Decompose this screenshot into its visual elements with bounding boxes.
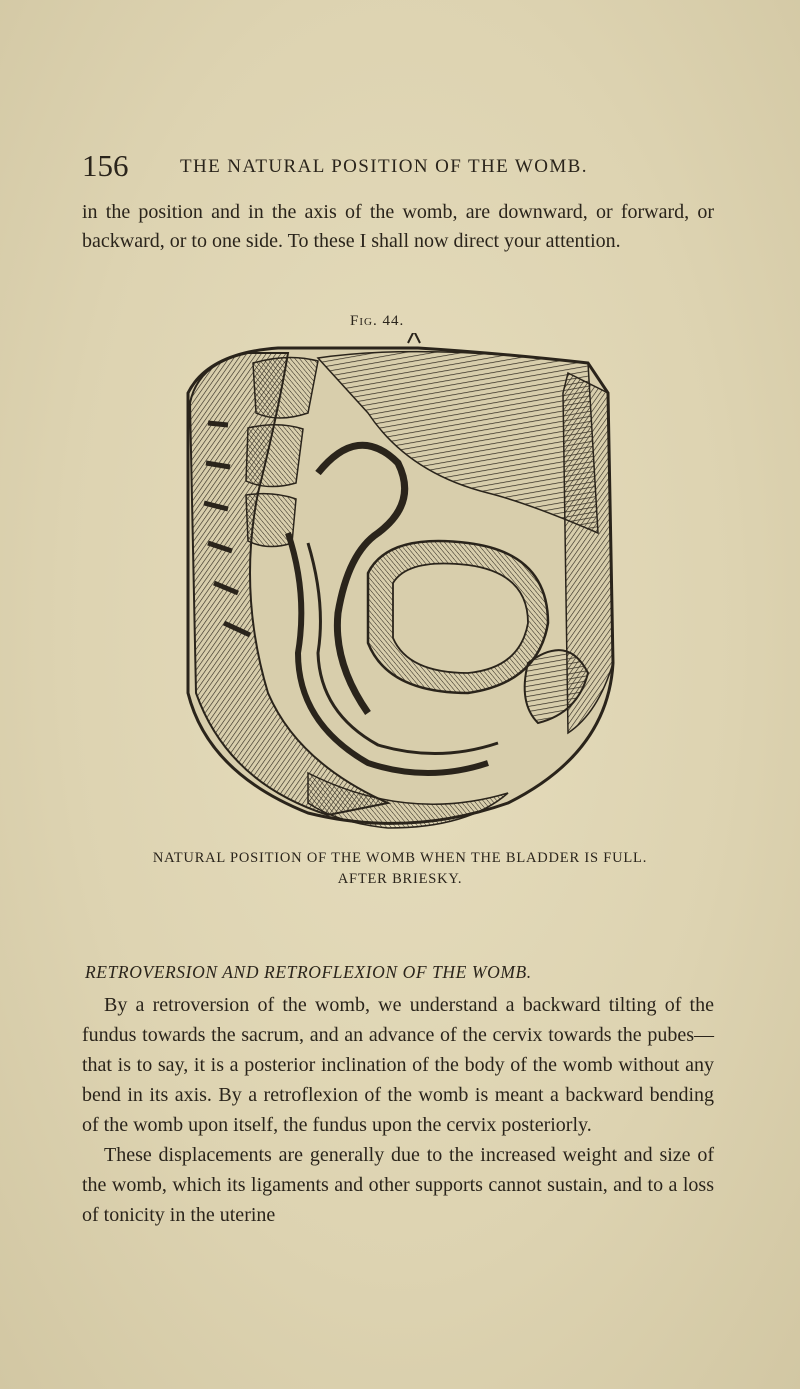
section-heading: RETROVERSION AND RETROFLEXION OF THE WOMB. (85, 962, 532, 982)
body-paragraph: By a retroversion of the womb, we understand a backward tilting of the fundus towards the sacrum, and an advance of the cervix towards the pubes—that is to say, it is a posterior inclination of the body of the womb without any bend in its axis. By a retroflexion of the womb is meant a backward bending of the womb upon itself, the fundus upon the cervix posteriorly. (82, 994, 714, 1136)
intro-paragraph: in the position and in the axis of the womb, are downward, or forward, or backward, or to one side. To these I shall now direct your attention. (82, 201, 714, 252)
anatomical-illustration (168, 333, 628, 833)
figure-caption (82, 848, 718, 890)
running-head: THE NATURAL POSITION OF THE WOMB. (180, 156, 588, 177)
body-text (82, 990, 714, 1230)
page-number: 156 (82, 148, 129, 183)
page-header (82, 148, 722, 188)
caption-line: NATURAL POSITION OF THE WOMB WHEN THE BLADDER IS FULL. (152, 850, 648, 866)
caption-attribution: AFTER BRIESKY. (337, 871, 463, 887)
figure-label: Fig. 44. (350, 313, 405, 329)
body-paragraph: These displacements are generally due to the increased weight and size of the womb, which its ligaments and other supports cannot sustain, and to a loss of tonicity in the uterine (82, 1144, 714, 1226)
